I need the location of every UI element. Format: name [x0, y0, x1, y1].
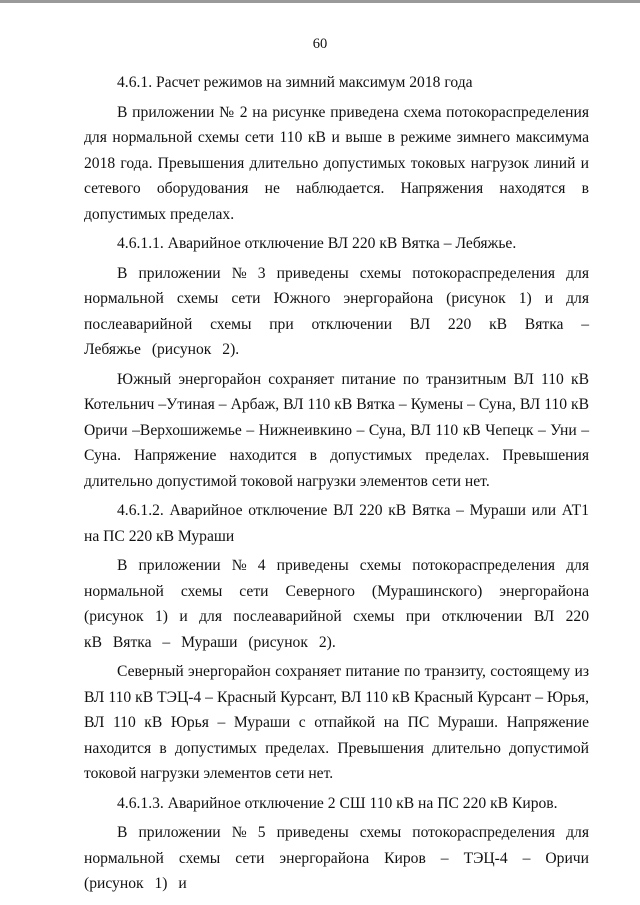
paragraph-winter-max: В приложении № 2 на рисунке приведена схема потокораспределения для нормальной схемы сети 110 кВ и выше в режиме зимнего максимума 2018 года. Превышения длительно допустимых токовых нагрузок линий и сетевого оборудования не наблюдается. Напряжения находятся в допустимых пределах.	[84, 103, 589, 223]
paragraph-appendix-5: В приложении № 5 приведены схемы потокораспределения для нормальной схемы сети энергорайона Киров – ТЭЦ-4 – Оричи (рисунок 1) и	[84, 824, 589, 892]
paragraph-north-region: Северный энергорайон сохраняет питание по транзиту, состоящему из ВЛ 110 кВ ТЭЦ-4 – Красный Курсант, ВЛ 110 кВ Красный Курсант – Юрья, ВЛ 110 кВ Юрья – Мураши с отпайкой на ПС Мураши. Напряжение находится в допустимых пределах. Превышения длительно допустимой токовой нагрузки элементов сети нет.	[84, 663, 589, 782]
paragraph-appendix-3: В приложении № 3 приведены схемы потокораспределения для нормальной схемы сети Южного энергорайона (рисунок 1) и для послеаварийной схемы при отключении ВЛ 220 кВ Вятка – Лебяжье (рисунок 2).	[84, 264, 589, 358]
page-number: 60	[312, 36, 328, 52]
section-heading-4-6-1-2: 4.6.1.2. Аварийное отключение ВЛ 220 кВ Вятка – Мураши или АТ1 на ПС 220 кВ Мураши	[84, 502, 589, 545]
scan-top-edge	[0, 0, 640, 3]
paragraph-south-region: Южный энергорайон сохраняет питание по транзитным ВЛ 110 кВ Котельнич –Утиная – Арбаж, ВЛ 110 кВ Вятка – Кумены – Суна, ВЛ 110 кВ Оричи –Верхошижемье – Нижнеивкино – Суна, ВЛ 110 кВ Чепецк – Уни – Суна. Напряжение находится в допустимых пределах. Превышения длительно допустимой токовой нагрузки элементов сети нет.	[84, 370, 589, 490]
paragraph-appendix-4: В приложении № 4 приведены схемы потокораспределения для нормальной схемы сети Северного (Мурашинского) энергорайона (рисунок 1) и для послеаварийной схемы при отключении ВЛ 220 кВ Вятка – Мураши (рисунок 2).	[84, 557, 589, 651]
document-body	[84, 70, 589, 901]
section-heading-4-6-1-1: 4.6.1.1. Аварийное отключение ВЛ 220 кВ Вятка – Лебяжье.	[117, 235, 517, 252]
section-heading-4-6-1: 4.6.1. Расчет режимов на зимний максимум 2018 года	[117, 74, 473, 91]
section-heading-4-6-1-3: 4.6.1.3. Аварийное отключение 2 СШ 110 кВ на ПС 220 кВ Киров.	[117, 794, 558, 812]
